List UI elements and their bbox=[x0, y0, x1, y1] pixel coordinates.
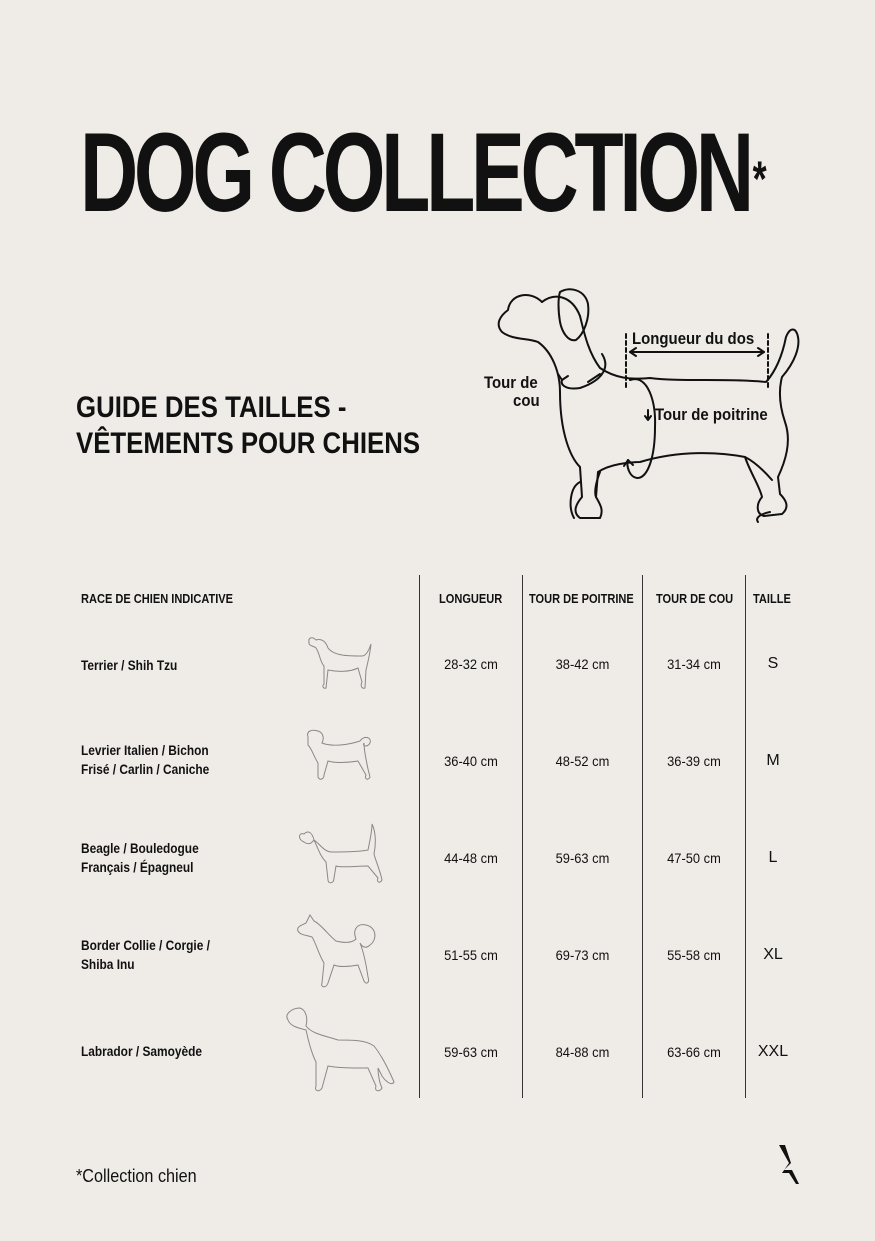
title-text: DOG COLLECTION bbox=[80, 110, 750, 235]
header-neck: TOUR DE COU bbox=[656, 591, 734, 606]
neck-label-line-2: cou bbox=[513, 391, 540, 410]
table-row bbox=[0, 1004, 875, 1101]
neck-value: 31-34 cm bbox=[667, 656, 721, 672]
size-value: XL bbox=[763, 946, 783, 963]
footnote: *Collection chien bbox=[76, 1166, 197, 1186]
breed-line-1: Border Collie / Corgie / bbox=[81, 937, 210, 953]
shiba-icon bbox=[294, 913, 384, 993]
brand-logo-icon bbox=[776, 1143, 802, 1185]
measurement-diagram bbox=[480, 282, 810, 537]
neck-value: 55-58 cm bbox=[667, 947, 721, 963]
chest-value: 84-88 cm bbox=[555, 1044, 610, 1060]
size-value: S bbox=[767, 655, 779, 672]
pug-icon bbox=[302, 727, 376, 783]
table-row bbox=[0, 907, 875, 1004]
header-chest: TOUR DE POITRINE bbox=[529, 591, 634, 606]
neck-value: 36-39 cm bbox=[667, 753, 721, 769]
breed-line-1: Labrador / Samoyède bbox=[81, 1043, 203, 1059]
neck-value: 47-50 cm bbox=[667, 850, 721, 866]
table-row bbox=[0, 810, 875, 907]
size-value: XXL bbox=[757, 1043, 789, 1060]
page-subtitle bbox=[76, 390, 420, 462]
beagle-icon bbox=[296, 822, 386, 888]
table-row bbox=[0, 616, 875, 713]
breed-name bbox=[81, 741, 209, 779]
subtitle-line-2: VÊTEMENTS POUR CHIENS bbox=[76, 427, 421, 460]
breed-name bbox=[81, 936, 210, 974]
labrador-icon bbox=[282, 1006, 400, 1094]
neck-label-line-1: Tour de bbox=[484, 373, 538, 392]
size-value: M bbox=[766, 752, 780, 769]
breed-name bbox=[81, 1042, 202, 1061]
breed-line-2: Shiba Inu bbox=[81, 956, 135, 972]
header-breed: RACE DE CHIEN INDICATIVE bbox=[81, 591, 234, 606]
breed-line-1: Beagle / Bouledogue bbox=[81, 840, 199, 856]
breed-line-1: Levrier Italien / Bichon bbox=[81, 742, 209, 758]
breed-name bbox=[81, 839, 199, 877]
subtitle-line-1: GUIDE DES TAILLES - bbox=[76, 391, 347, 424]
title-asterisk: * bbox=[752, 151, 763, 207]
page-title bbox=[80, 110, 763, 235]
length-value: 28-32 cm bbox=[444, 656, 498, 672]
length-value: 44-48 cm bbox=[444, 850, 498, 866]
header-size: TAILLE bbox=[753, 591, 791, 606]
length-value: 59-63 cm bbox=[444, 1044, 498, 1060]
chest-value: 38-42 cm bbox=[555, 656, 610, 672]
breed-line-2: Français / Épagneul bbox=[81, 859, 194, 875]
chest-label: Tour de poitrine bbox=[655, 405, 768, 424]
size-table bbox=[0, 575, 875, 1100]
table-row bbox=[0, 713, 875, 810]
neck-value: 63-66 cm bbox=[667, 1044, 721, 1060]
chest-value: 48-52 cm bbox=[555, 753, 610, 769]
size-value: L bbox=[768, 849, 778, 866]
chest-value: 69-73 cm bbox=[555, 947, 610, 963]
length-value: 51-55 cm bbox=[444, 947, 498, 963]
chest-value: 59-63 cm bbox=[555, 850, 610, 866]
header-length: LONGUEUR bbox=[439, 591, 503, 606]
breed-line-2: Frisé / Carlin / Caniche bbox=[81, 761, 210, 777]
back-length-label: Longueur du dos bbox=[632, 329, 755, 348]
length-value: 36-40 cm bbox=[444, 753, 498, 769]
breed-line-1: Terrier / Shih Tzu bbox=[81, 657, 178, 673]
breed-name bbox=[81, 656, 177, 675]
terrier-icon bbox=[306, 634, 376, 690]
